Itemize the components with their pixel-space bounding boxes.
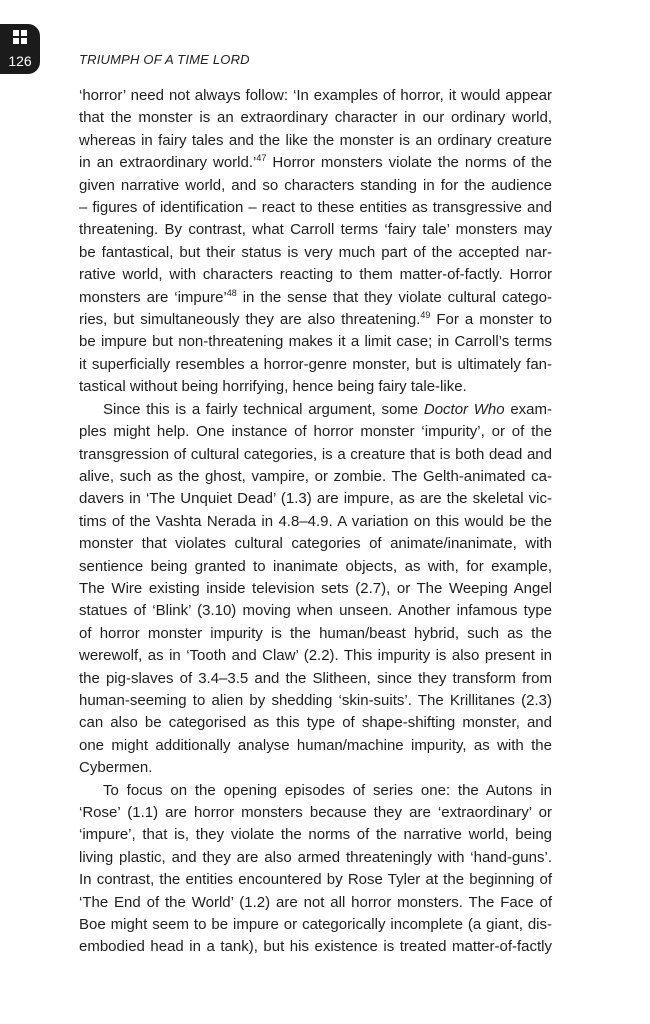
text-line: alive, such as the ghost, vampire, or zombie. The Gelth-animated ca-	[79, 467, 552, 485]
text-line: The Wire existing inside television sets (2.7), or The Weeping Angel	[79, 579, 552, 597]
text-line: of horror monster impurity is the human/beast hybrid, such as the	[79, 624, 552, 642]
tardis-window-icon	[13, 30, 27, 43]
text-line: To focus on the opening episodes of series one: the Autons in	[103, 781, 552, 799]
text-line: rative world, with characters reacting to them matter-of-factly. Horror	[79, 266, 552, 284]
footnote-ref: 49	[420, 310, 431, 321]
text-line: threatening. By contrast, what Carroll terms ‘fairy tale’ monsters may	[79, 221, 552, 239]
paragraph	[79, 399, 552, 780]
text-line: in an extraordinary world.’$^{47}$ Horror monsters violate the norms of the	[79, 153, 553, 172]
text-line: given narrative world, and so characters standing in for the audience	[79, 176, 552, 194]
text-line: ries, but simultaneously they are also threatening.$^{49}$ For a monster to	[79, 310, 552, 329]
text-line: statues of ‘Blink’ (3.10) moving when unseen. Another infamous type	[79, 602, 552, 620]
text-line: human-seeming to alien by shedding ‘skin-suits’. The Krillitanes (2.3)	[79, 691, 552, 709]
text-line: tims of the Vashta Nerada in 4.8–4.9. A variation on this would be the	[79, 512, 552, 530]
page-number: 126	[8, 53, 32, 69]
text-line: embodied head in a tank), but his existence is treated matter-of-factly	[79, 938, 552, 956]
text-line: In contrast, the entities encountered by Rose Tyler at the beginning of	[79, 871, 552, 889]
text-line: Boe might seem to be impure or categorically incomplete (a giant, dis-	[79, 916, 552, 934]
body-text	[79, 85, 552, 959]
footnote-ref: 47	[256, 153, 267, 164]
text-line: it superficially resembles a horror-genre monster, but is ultimately fan-	[79, 355, 552, 373]
text-line: sentience being granted to inanimate objects, as with, for example,	[79, 557, 552, 575]
paragraph	[79, 780, 552, 959]
text-line: monsters are ‘impure’$^{48}$ in the sense that they violate cultural catego-	[79, 287, 552, 306]
text-line: that the monster is an extraordinary character in our ordinary world,	[79, 109, 552, 127]
text-line: living plastic, and they are also armed threateningly with ‘hand-guns’.	[79, 848, 552, 866]
italic-title: Doctor Who	[423, 400, 505, 418]
text-line: Since this is a fairly technical argument, some Doctor Who exam-	[103, 400, 553, 418]
text-line: tastical without being horrifying, hence being fairy tale-like.	[79, 378, 467, 396]
text-line: ‘horror’ need not always follow: ‘In examples of horror, it would appear	[79, 87, 552, 104]
text-line: transgression of cultural categories, is a creature that is both dead and	[79, 445, 552, 463]
text-line: ‘impure’, that is, they violate the norms of the narrative world, being	[79, 826, 552, 844]
text-line: Cybermen.	[79, 759, 153, 777]
text-line: monster that violates cultural categories of animate/inanimate, with	[79, 535, 552, 553]
text-line: ‘Rose’ (1.1) are horror monsters because they are ‘extraordinary’ or	[79, 804, 552, 821]
footnote-ref: 48	[226, 287, 237, 298]
text-line: whereas in fairy tales and the like the monster is an ordinary creature	[79, 131, 552, 149]
text-line: werewolf, as in ‘Tooth and Claw’ (2.2). This impurity is also present in	[79, 647, 552, 665]
text-line: davers in ‘The Unquiet Dead’ (1.3) are impure, as are the skeletal vic-	[79, 490, 552, 508]
text-line: ples might help. One instance of horror monster ‘impurity’, or of the	[79, 423, 552, 441]
text-line: one might additionally analyse human/machine impurity, as with the	[79, 736, 552, 754]
text-line: ‘The End of the World’ (1.2) are not all horror monsters. The Face of	[79, 893, 552, 911]
text-line: be impure but non-threatening makes it a limit case; in Carroll’s terms	[79, 333, 552, 351]
page-number-tab	[0, 24, 40, 74]
paragraph	[79, 85, 552, 399]
text-line: can also be categorised as this type of shape-shifting monster, and	[79, 714, 552, 732]
text-line: the pig-slaves of 3.4–3.5 and the Slitheen, since they transform from	[79, 669, 552, 687]
text-line: – figures of identification – react to these entities as transgressive and	[79, 199, 552, 217]
running-head: TRIUMPH OF A TIME LORD	[79, 52, 250, 67]
text-line: be fantastical, but their status is very much part of the accepted nar-	[79, 243, 552, 261]
